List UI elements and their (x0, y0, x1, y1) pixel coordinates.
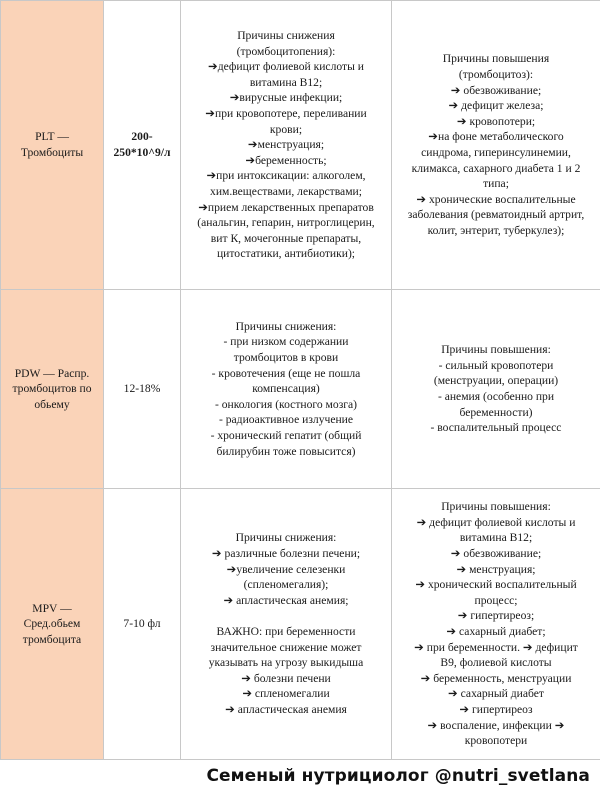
cause-line: ➔ обезвоживание; (450, 83, 542, 97)
table-row (1, 489, 600, 760)
cause-line: ➔ хронические воспалительные (416, 192, 576, 206)
cause-line: ➔ при беременности. ➔ дефицит (414, 640, 578, 654)
cause-line: - онкология (костного мозга) (214, 397, 358, 411)
cause-line: - радиоактивное излучение (218, 413, 354, 427)
indicator-name: MPV — Сред.обьем тромбоцита (1, 489, 104, 760)
cause-line: ➔увеличение селезенки (226, 562, 346, 576)
cause-line: ВАЖНО: при беременности (216, 625, 356, 638)
cause-line: ➔ апластическая анемия; (223, 593, 349, 607)
cause-line: ➔ дефицит железа; (448, 99, 544, 113)
cause-line: синдрома, гиперинсулинемии, (421, 146, 571, 159)
cause-line: беременности) (459, 405, 533, 419)
norm-value: 12-18% (104, 290, 181, 489)
cause-line: ➔ апластическая анемия (225, 702, 347, 716)
cause-line: тромбоцитов в крови (233, 351, 339, 365)
cause-line: ➔ воспаление, инфекции ➔ (427, 718, 565, 732)
cause-line: Причины повышения (442, 52, 550, 66)
cause-line: ➔ дефицит фолиевой кислоты и (416, 515, 576, 529)
cause-line: (тромбоцитопения): (236, 44, 336, 58)
cause-line: ➔ спленомегалии (242, 687, 330, 701)
cause-line: ➔на фоне метаболического (428, 130, 564, 144)
cause-line: компенсация) (252, 382, 320, 396)
cause-line: ➔ гипертиреоз; (457, 609, 535, 623)
cause-line (184, 608, 388, 624)
cause-line: - кровотечения (еще не пошла (211, 366, 361, 380)
norm-value: 200-250*10^9/л (104, 1, 181, 290)
indicator-name: PLT — Тромбоциты (1, 1, 104, 290)
cause-line: - воспалительный процесс (430, 421, 562, 435)
cause-line: билирубин тоже повысится) (216, 444, 356, 458)
cause-line: - сильный кровопотери (438, 358, 554, 372)
cause-line: типа; (483, 177, 509, 191)
cause-line: вит К, мочегонные препараты, (210, 231, 362, 245)
cause-line: (менструации, операции) (433, 374, 559, 388)
decrease-causes (181, 290, 392, 489)
indicator-name: PDW — Распр. тромбоцитов по обьему (1, 290, 104, 489)
decrease-causes (181, 489, 392, 760)
cause-line: Причины снижения: (235, 319, 337, 333)
cause-line: ➔ кровопотери; (456, 114, 536, 128)
cause-line: (анальгин, гепарин, нитроглицерин, (197, 216, 375, 230)
cause-line: ➔при кровопотере, переливании (205, 107, 367, 121)
author-caption: Семеный нутрициолог @nutri_svetlana (206, 766, 590, 786)
cause-line: ➔вирусные инфекции; (229, 91, 343, 105)
cause-line: (тромбоцитоз): (458, 68, 534, 82)
cause-line: ➔ гипертиреоз (459, 702, 533, 716)
table-row (1, 290, 600, 489)
table-row (1, 1, 600, 290)
cause-line: кровопотери (464, 734, 528, 748)
cause-line: ➔прием лекарственных препаратов (198, 200, 374, 214)
decrease-causes (181, 1, 392, 290)
cause-line: колит, энтерит, туберкулез); (427, 223, 565, 237)
cause-line: климакса, сахарного диабета 1 и 2 (411, 161, 581, 175)
increase-causes (392, 1, 600, 290)
cause-line: процесс; (474, 593, 518, 607)
cause-line: Причины снижения: (235, 531, 337, 545)
cause-line: ➔ различные болезни печени; (211, 547, 361, 561)
cause-line: - при низком содержании (223, 335, 349, 349)
cause-line: ➔беременность; (245, 153, 327, 167)
cause-line: указывать на угрозу выкидыша (208, 656, 364, 670)
cause-line: ➔при интоксикации: алкоголем, (206, 169, 366, 183)
cause-line: ➔дефицит фолиевой кислоты и (208, 60, 364, 74)
cause-line: (спленомегалия); (243, 578, 329, 592)
norm-value: 7-10 фл (104, 489, 181, 760)
cause-line: ➔ хронический воспалительный (415, 578, 577, 592)
cause-line: ➔менструация; (247, 138, 325, 152)
cause-line: заболевания (ревматоидный артрит, (407, 208, 585, 222)
cause-line: ➔ сахарный диабет; (446, 625, 546, 638)
cause-line: ➔ болезни печени (241, 671, 331, 685)
increase-causes (392, 290, 600, 489)
cause-line: значительное снижение может (210, 640, 362, 654)
cause-line: витамина В12; (249, 75, 323, 89)
cause-line: - анемия (особенно при (437, 390, 555, 403)
cause-line: ➔ сахарный диабет (448, 687, 544, 701)
cause-line: крови; (269, 122, 303, 136)
cause-line: ➔ менструация; (456, 562, 536, 576)
cause-line: хим.веществами, лекарствами; (210, 184, 362, 198)
cause-line: цитостатики, антибиотики); (216, 247, 356, 261)
cause-line: ➔ обезвоживание; (450, 547, 542, 561)
cause-line: Причины повышения: (441, 343, 551, 357)
increase-causes (392, 489, 600, 760)
cause-line: - хронический гепатит (общий (210, 428, 362, 442)
cause-line: витамина В12; (459, 531, 533, 545)
cause-line: В9, фолиевой кислоты (440, 656, 552, 670)
cause-line: ➔ беременность, менструации (420, 671, 572, 685)
cause-line: Причины повышения: (441, 500, 551, 514)
cause-line: Причины снижения (237, 29, 335, 43)
